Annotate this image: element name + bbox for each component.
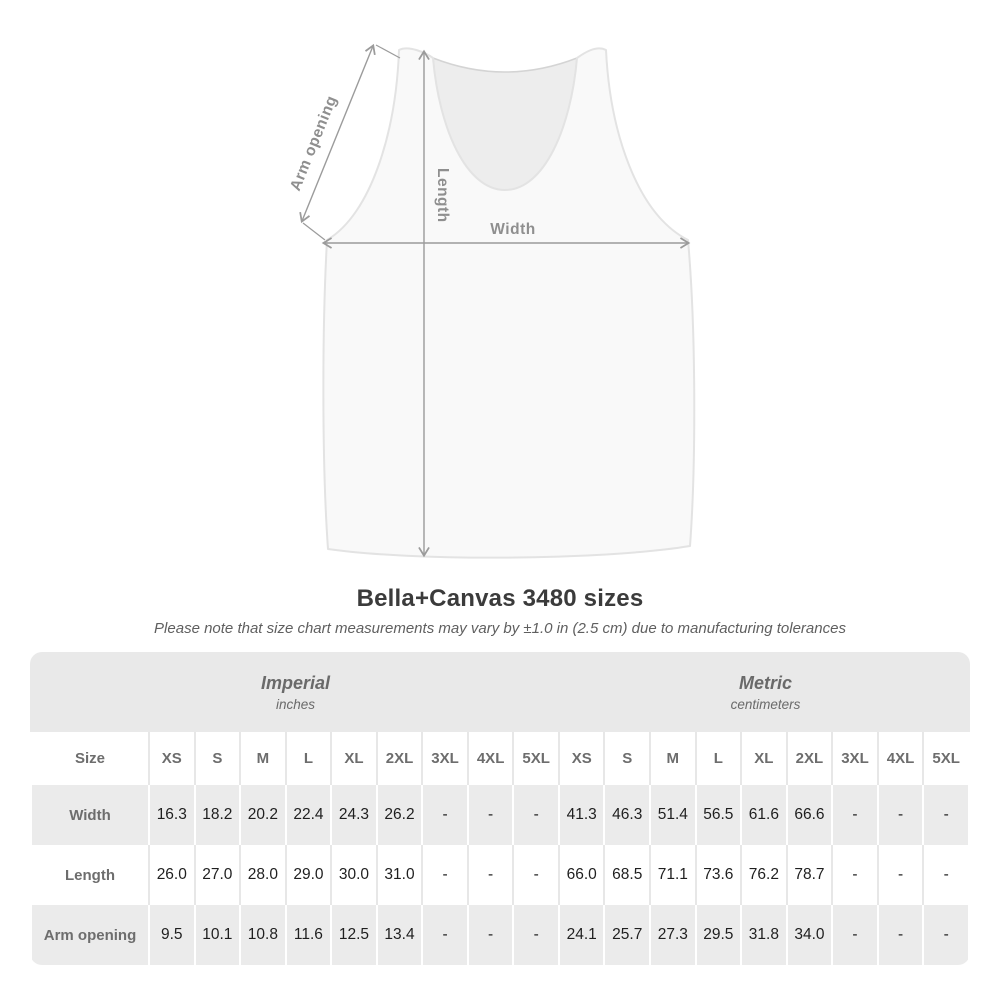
value-cell: - <box>833 905 877 965</box>
size-header-imperial-4xl: 4XL <box>469 732 513 785</box>
value-cell: 10.1 <box>196 905 240 965</box>
value-cell: 30.0 <box>332 845 376 905</box>
value-cell: - <box>423 845 467 905</box>
size-header-metric-2xl: 2XL <box>788 732 832 785</box>
size-header-imperial-5xl: 5XL <box>514 732 558 785</box>
arm-opening-dimension-label: Arm opening <box>287 93 341 194</box>
row-label-length: Length <box>32 845 148 905</box>
value-cell: 66.6 <box>788 785 832 845</box>
row-label-arm-opening: Arm opening <box>32 905 148 965</box>
value-cell: 29.5 <box>697 905 741 965</box>
width-row <box>32 785 968 845</box>
value-cell: 73.6 <box>697 845 741 905</box>
value-cell: - <box>924 845 968 905</box>
value-cell: 12.5 <box>332 905 376 965</box>
size-table <box>30 732 970 965</box>
imperial-unit-header <box>30 652 561 732</box>
size-header-metric-3xl: 3XL <box>833 732 877 785</box>
value-cell: - <box>879 845 923 905</box>
imperial-sublabel: inches <box>276 696 316 712</box>
value-cell: 26.2 <box>378 785 422 845</box>
arm-opening-tick-bottom <box>303 223 325 240</box>
size-header-metric-xs: XS <box>560 732 604 785</box>
value-cell: - <box>514 785 558 845</box>
value-cell: 16.3 <box>150 785 194 845</box>
length-dimension-label: Length <box>434 168 451 223</box>
row-label-width: Width <box>32 785 148 845</box>
value-cell: 10.8 <box>241 905 285 965</box>
value-cell: 24.3 <box>332 785 376 845</box>
value-cell: - <box>879 785 923 845</box>
size-header-metric-4xl: 4XL <box>879 732 923 785</box>
size-table-container <box>30 652 970 965</box>
value-cell: 31.0 <box>378 845 422 905</box>
size-header-imperial-l: L <box>287 732 331 785</box>
value-cell: 68.5 <box>605 845 649 905</box>
value-cell: 13.4 <box>378 905 422 965</box>
value-cell: 20.2 <box>241 785 285 845</box>
value-cell: 27.0 <box>196 845 240 905</box>
value-cell: - <box>924 905 968 965</box>
size-header-imperial-s: S <box>196 732 240 785</box>
value-cell: 22.4 <box>287 785 331 845</box>
value-cell: - <box>879 905 923 965</box>
value-cell: 28.0 <box>241 845 285 905</box>
value-cell: 25.7 <box>605 905 649 965</box>
value-cell: 61.6 <box>742 785 786 845</box>
tolerance-note: Please note that size chart measurements may vary by ±1.0 in (2.5 cm) due to manufacturing tolerances <box>154 620 846 637</box>
metric-sublabel: centimeters <box>730 696 801 712</box>
page-title: Bella+Canvas 3480 sizes <box>356 585 644 612</box>
value-cell: 51.4 <box>651 785 695 845</box>
value-cell: - <box>514 845 558 905</box>
value-cell: - <box>924 785 968 845</box>
size-header-metric-m: M <box>651 732 695 785</box>
value-cell: 31.8 <box>742 905 786 965</box>
value-cell: - <box>469 905 513 965</box>
size-header-imperial-3xl: 3XL <box>423 732 467 785</box>
value-cell: - <box>833 845 877 905</box>
width-dimension-label: Width <box>490 221 536 238</box>
value-cell: 71.1 <box>651 845 695 905</box>
size-header-imperial-2xl: 2XL <box>378 732 422 785</box>
value-cell: 27.3 <box>651 905 695 965</box>
size-header-metric-s: S <box>605 732 649 785</box>
value-cell: - <box>423 905 467 965</box>
value-cell: 26.0 <box>150 845 194 905</box>
size-header-imperial-xl: XL <box>332 732 376 785</box>
size-header-imperial-m: M <box>241 732 285 785</box>
metric-label: Metric <box>739 672 793 693</box>
length-row <box>32 845 968 905</box>
size-header-row <box>32 732 968 785</box>
value-cell: 24.1 <box>560 905 604 965</box>
arm-opening-tick-top <box>376 45 400 58</box>
size-column-header: Size <box>32 732 148 785</box>
value-cell: 78.7 <box>788 845 832 905</box>
value-cell: 46.3 <box>605 785 649 845</box>
unit-header-band <box>30 652 970 732</box>
value-cell: 18.2 <box>196 785 240 845</box>
value-cell: 76.2 <box>742 845 786 905</box>
value-cell: 56.5 <box>697 785 741 845</box>
size-header-imperial-xs: XS <box>150 732 194 785</box>
size-header-metric-xl: XL <box>742 732 786 785</box>
value-cell: 34.0 <box>788 905 832 965</box>
size-header-metric-l: L <box>697 732 741 785</box>
arm-opening-row <box>32 905 968 965</box>
value-cell: 11.6 <box>287 905 331 965</box>
value-cell: 29.0 <box>287 845 331 905</box>
size-header-metric-5xl: 5XL <box>924 732 968 785</box>
value-cell: - <box>423 785 467 845</box>
value-cell: 66.0 <box>560 845 604 905</box>
metric-unit-header <box>561 652 970 732</box>
value-cell: - <box>514 905 558 965</box>
value-cell: 41.3 <box>560 785 604 845</box>
value-cell: - <box>469 845 513 905</box>
value-cell: - <box>469 785 513 845</box>
value-cell: - <box>833 785 877 845</box>
imperial-label: Imperial <box>261 672 331 693</box>
value-cell: 9.5 <box>150 905 194 965</box>
